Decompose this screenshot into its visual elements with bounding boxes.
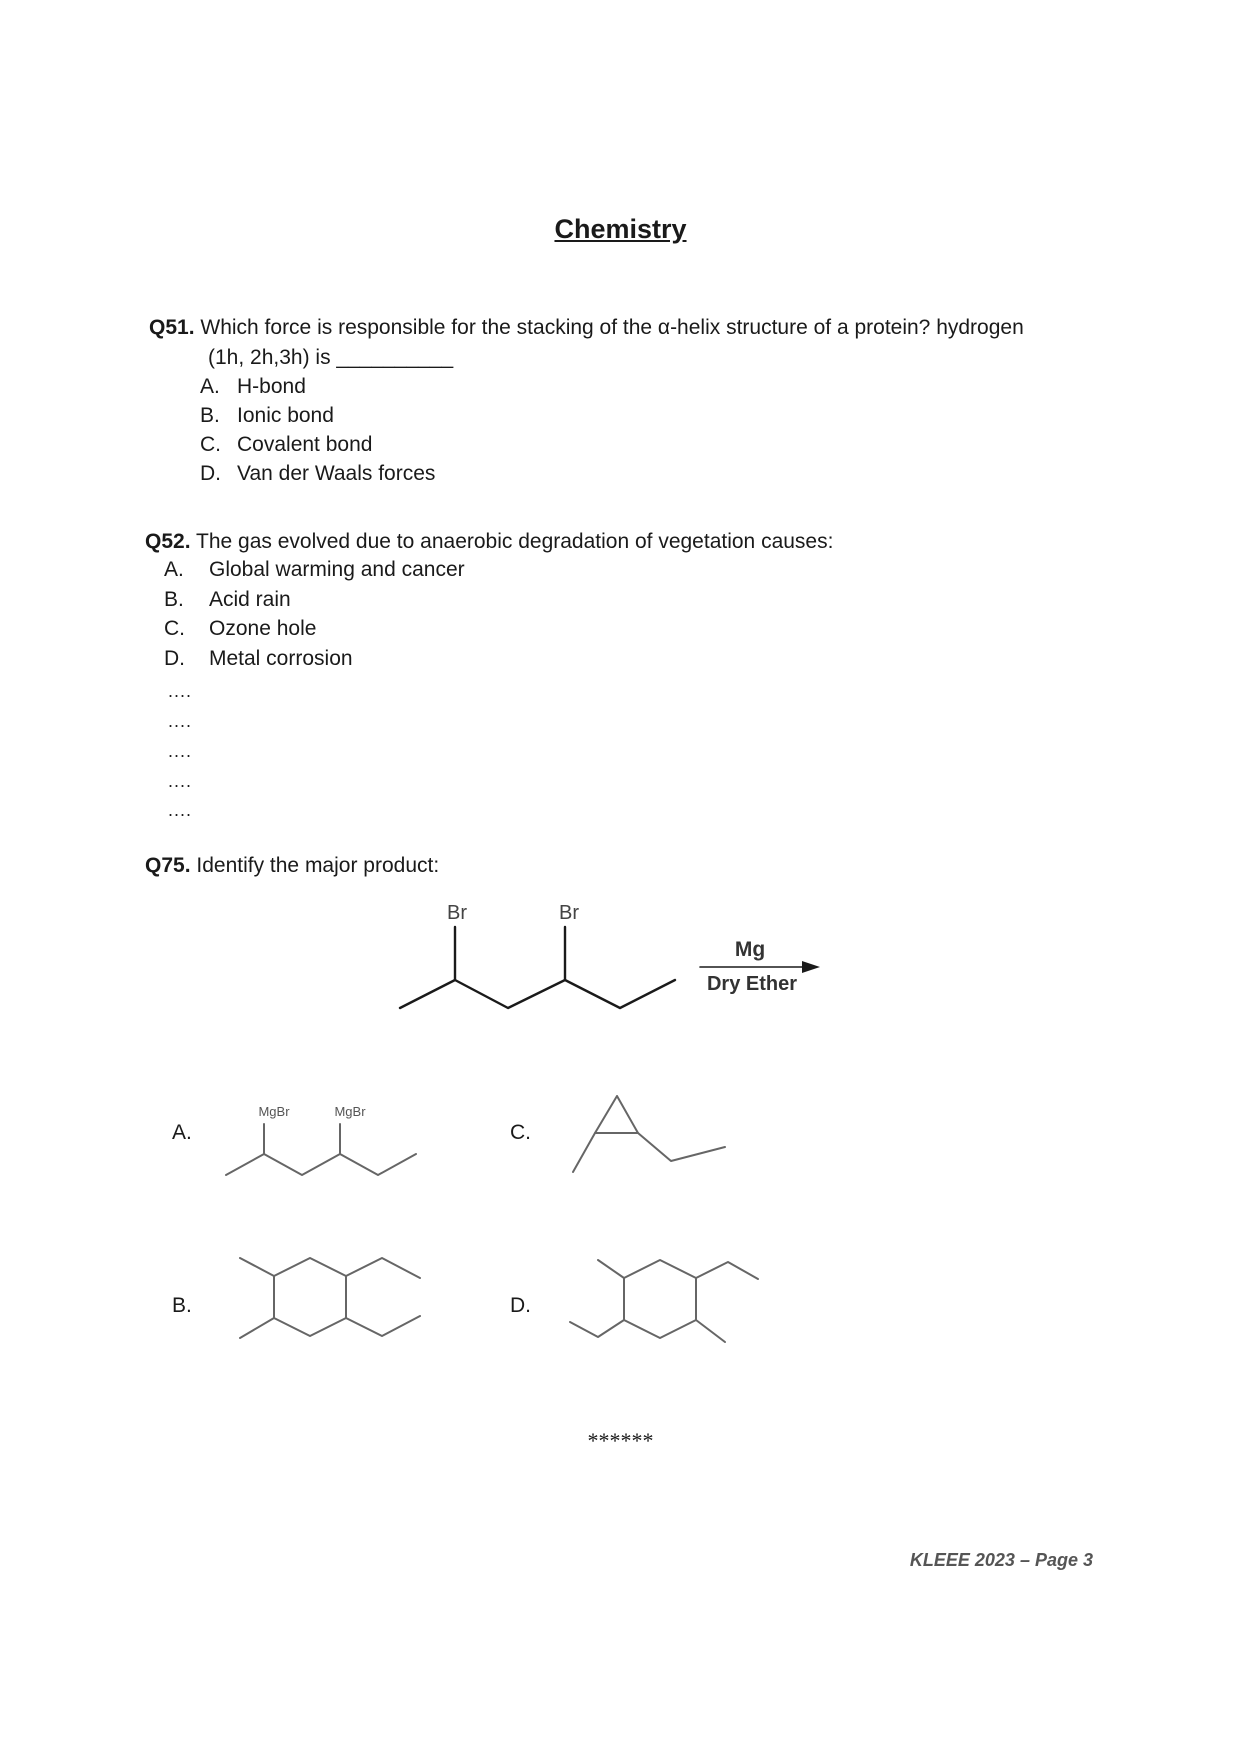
reactant-br-label-2: Br <box>559 902 579 924</box>
page-footer: KLEEE 2023 – Page 3 <box>909 1550 1093 1570</box>
q52-option-b: B. Acid rain <box>164 588 291 611</box>
q52-number: Q52. <box>145 530 191 553</box>
ellipsis-row: .... <box>168 741 193 761</box>
q51-text: Which force is responsible for the stacking of the α-helix structure of a protein? hydrogen <box>200 316 1024 339</box>
q75-option-b-letter: B. <box>172 1294 192 1317</box>
q52-question <box>145 527 833 557</box>
arrow-head <box>802 961 820 973</box>
ellipsis-row: .... <box>168 800 193 820</box>
q75-option-a-letter: A. <box>172 1121 192 1144</box>
q52-option-d: D. Metal corrosion <box>164 647 353 670</box>
reagent-mg: Mg <box>734 938 766 961</box>
reagent-dry-ether: Dry Ether <box>706 973 798 995</box>
ellipsis-row: .... <box>168 771 193 791</box>
reactant-br-label-1: Br <box>447 902 467 924</box>
q75-option-c-letter: C. <box>510 1121 531 1144</box>
ellipsis-row: .... <box>168 681 193 701</box>
q75-text: Identify the major product: <box>196 854 440 877</box>
q52-option-c: C. Ozone hole <box>164 617 317 640</box>
q75-option-b-structure <box>230 1242 430 1362</box>
q75-option-d-structure <box>565 1245 765 1365</box>
option-a-mgbr-label-1: MgBr <box>258 1104 290 1119</box>
q51-number: Q51. <box>149 316 195 339</box>
q75-option-d-letter: D. <box>510 1294 531 1317</box>
q51-option-a: A. H-bond <box>200 375 306 398</box>
ellipsis-row: .... <box>168 711 193 731</box>
q52-text: The gas evolved due to anaerobic degradation of vegetation causes: <box>196 530 834 553</box>
q51-option-d: D. Van der Waals forces <box>200 462 436 485</box>
q51-option-c: C. Covalent bond <box>200 433 373 456</box>
end-marker: ****** <box>587 1428 654 1453</box>
q51-option-b: B. Ionic bond <box>200 404 334 427</box>
option-a-mgbr-label-2: MgBr <box>334 1104 366 1119</box>
q51-question <box>149 313 1024 343</box>
q75-question <box>145 851 439 881</box>
q75-option-a-structure <box>220 1098 420 1183</box>
section-title: Chemistry <box>554 214 687 244</box>
q75-option-c-structure <box>565 1095 765 1175</box>
reaction-scheme <box>390 895 840 1025</box>
q75-number: Q75. <box>145 854 191 877</box>
reactant-skeleton <box>400 980 675 1008</box>
q52-option-a: A. Global warming and cancer <box>164 558 465 581</box>
q51-text-line2: (1h, 2h,3h) is __________ <box>208 346 454 369</box>
